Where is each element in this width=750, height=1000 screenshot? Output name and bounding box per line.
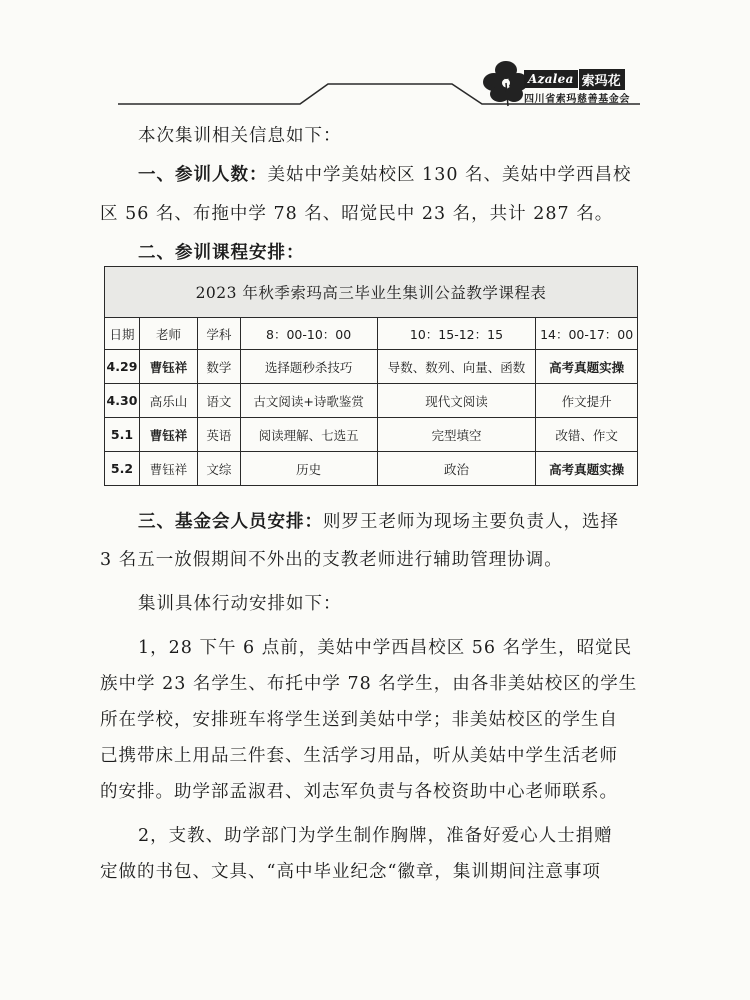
section1-line1: [100, 157, 680, 193]
table-row: [105, 384, 638, 418]
table-header-row: [105, 318, 638, 350]
action-intro: 集训具体行动安排如下：: [138, 594, 342, 614]
table-row: [105, 350, 638, 384]
header-slot-3: 14：00-17：00: [536, 318, 638, 350]
header-date: 日期: [105, 318, 140, 350]
section1-line2: 区 56 名、布拖中学 78 名、昭觉民中 23 名，共计 287 名。: [100, 204, 614, 224]
cell-slot-3: 作文提升: [536, 384, 638, 418]
item2-line1: 2，支教、助学部门为学生制作胸牌，准备好爱心人士捐赠: [138, 826, 613, 846]
item2-line2: 定做的书包、文具、“高中毕业纪念“徽章，集训期间注意事项: [100, 862, 601, 882]
intro-block: [100, 118, 680, 271]
item1-line1: 1，28 下午 6 点前，美姑中学西昌校区 56 名学生，昭觉民: [138, 638, 633, 658]
cell-subject: 语文: [198, 384, 240, 418]
item1-line5: 的安排。助学部孟淑君、刘志军负责与各校资助中心老师联系。: [100, 782, 618, 802]
cell-slot-2: 导数、数列、向量、函数: [377, 350, 536, 384]
section1-heading: 一、参训人数：: [138, 165, 268, 185]
brand-name-en: Azalea: [524, 70, 578, 88]
cell-teacher: 曹钰祥: [139, 452, 197, 486]
section3-line2: 3 名五一放假期间不外出的支教老师进行辅助管理协调。: [100, 550, 563, 570]
intro-text: 本次集训相关信息如下：: [138, 126, 342, 146]
table-title: 2023 年秋季索玛高三毕业生集训公益教学课程表: [105, 267, 638, 318]
cell-slot-2: 政治: [377, 452, 536, 486]
header-teacher: 老师: [139, 318, 197, 350]
cell-slot-2: 现代文阅读: [377, 384, 536, 418]
cell-slot-3: 高考真题实操: [536, 350, 638, 384]
table-row: [105, 452, 638, 486]
brand-name-cn: 索玛花: [578, 69, 625, 90]
cell-date: 5.2: [105, 452, 140, 486]
cell-date: 4.29: [105, 350, 140, 384]
table-row: [105, 418, 638, 452]
arrangement-block: [100, 504, 680, 890]
header-slot-1: 8：00-10：00: [240, 318, 377, 350]
cell-teacher: 曹钰祥: [139, 418, 197, 452]
cell-slot-3: 改错、作文: [536, 418, 638, 452]
cell-slot-1: 古文阅读+诗歌鉴赏: [240, 384, 377, 418]
item1-line3: 所在学校，安排班车将学生送到美姑中学；非美姑校区的学生自: [100, 710, 618, 730]
section3-text: 则罗王老师为现场主要负责人，选择: [323, 512, 619, 532]
cell-date: 5.1: [105, 418, 140, 452]
item1-line4: 己携带床上用品三件套、生活学习用品，听从美姑中学生活老师: [100, 746, 618, 766]
cell-slot-1: 历史: [240, 452, 377, 486]
foundation-logo: [478, 56, 638, 108]
cell-subject: 数学: [198, 350, 240, 384]
header-subject: 学科: [198, 318, 240, 350]
cell-teacher: 曹钰祥: [139, 350, 197, 384]
section1-text: 美姑中学美姑校区 130 名、美姑中学西昌校: [267, 165, 632, 185]
cell-teacher: 高乐山: [139, 384, 197, 418]
section2-heading: 二、参训课程安排：: [138, 243, 305, 263]
cell-date: 4.30: [105, 384, 140, 418]
cell-subject: 文综: [198, 452, 240, 486]
item1-line2: 族中学 23 名学生、布托中学 78 名学生，由各非美姑校区的学生: [100, 674, 638, 694]
section3-line1: [100, 504, 680, 540]
cell-subject: 英语: [198, 418, 240, 452]
header-slot-2: 10：15-12：15: [377, 318, 536, 350]
course-schedule-table: [104, 266, 638, 486]
cell-slot-2: 完型填空: [377, 418, 536, 452]
cell-slot-3: 高考真题实操: [536, 452, 638, 486]
cell-slot-1: 选择题秒杀技巧: [240, 350, 377, 384]
cell-slot-1: 阅读理解、七选五: [240, 418, 377, 452]
foundation-name: 四川省索玛慈善基金会: [524, 94, 630, 105]
section3-heading: 三、基金会人员安排：: [138, 512, 323, 532]
